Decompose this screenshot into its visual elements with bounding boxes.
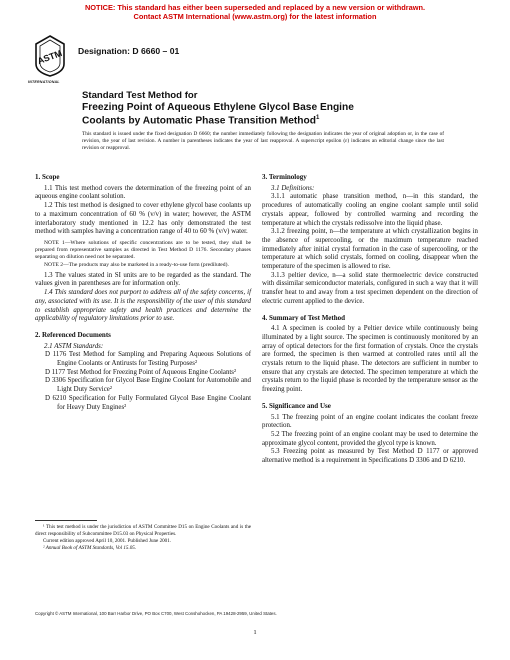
left-column: [35, 173, 251, 412]
paragraph-1-1: 1.1 This test method covers the determination of the freezing point of an aqueous engine coolant solution.: [35, 184, 251, 201]
paragraph-3-1: 3.1 Definitions:: [271, 184, 315, 192]
page-number: 1: [253, 629, 257, 636]
paragraph-2-1: 2.1 ASTM Standards:: [44, 342, 104, 350]
reference-d1176: D 1176 Test Method for Sampling and Preparing Aqueous Solutions of Engine Coolants or Antirusts for Testing Purposes²: [45, 351, 251, 368]
notice-line-1: NOTICE: This standard has either been superseded and replaced by a new version or withdrawn.: [84, 3, 426, 12]
paragraph-5-2: 5.2 The freezing point of an engine coolant may be used to determine the approximate glycol content, provided the glycol type is known.: [262, 430, 478, 447]
paragraph-5-1: 5.1 The freezing point of an engine coolant indicates the coolant freeze protection.: [262, 413, 478, 430]
right-column: [262, 173, 478, 466]
paragraph-1-2: 1.2 This test method is designed to cover ethylene glycol base coolants up to a maximum concentration of 60 % (v/v) in water; however, the ASTM interlaboratory study mentioned in 12.2 has only demonstrated the test method with samples having a concentration range of 40 to 60 % (v/v) water.: [35, 202, 251, 236]
paragraph-1-3: 1.3 The values stated in SI units are to be regarded as the standard. The values given in parentheses are for information only.: [35, 271, 251, 288]
svg-text:ASTM: ASTM: [35, 48, 64, 67]
reference-d3306: D 3306 Specification for Glycol Base Engine Coolant for Automobile and Light Duty Service²: [45, 377, 251, 394]
paragraph-4-1: 4.1 A specimen is cooled by a Peltier device while continuously being illuminated by a light source. The specimen is continuously monitored by an array of optical detectors for the first formation of crystals. Once the crystals are formed, the specimen is then warmed at controlled rates until all the crystals return to the liquid phase. The detectors are sufficient in number to ensure that any crystals are detected. The specimen temperature at which the crystals return to the liquid phase is recorded by the temperature sensor as the freezing point.: [262, 325, 478, 394]
footnote-divider: [35, 520, 97, 521]
paragraph-1-4: 1.4 This standard does not purport to address all of the safety concerns, if any, associated with its use. It is the responsibility of the user of this standard to establish appropriate safety and health practices and determine the applicability of regulatory limitations prior to use.: [35, 289, 251, 323]
note-2: NOTE 2—The products may also be marketed in a ready-to-use form (prediluted).: [44, 261, 229, 268]
logo-caption: INTERNATIONAL: [28, 80, 60, 84]
section-5-heading: 5. Significance and Use: [262, 401, 331, 410]
footnotes: [35, 520, 251, 552]
designation: Designation: D 6660 – 01: [78, 46, 180, 56]
title-line-2: Freezing Point of Aqueous Ethylene Glycol Base Engine: [82, 101, 354, 113]
title-line-3-text: Coolants by Automatic Phase Transition Method: [82, 115, 316, 127]
withdrawal-notice: [0, 3, 510, 21]
title-footnote-ref: 1: [315, 115, 320, 121]
standard-issue-note: This standard is issued under the fixed designation D 6660; the number immediately following the designation indicates the year of original adoption or, in the case of revision, the year of last revision. A number in parentheses indicates the year of last reapproval. A superscript epsilon (ε) indicates an editorial change since the last revision or reapproval.: [82, 131, 444, 152]
section-4-heading: 4. Summary of Test Method: [262, 313, 346, 322]
paragraph-3-1-3: 3.1.3 peltier device, n—a solid state thermoelectric device constructed with dissimilar semiconductor materials, configured in such a way that it will transfer heat to and away from a test specimen dependent on the direction of electric current applied to the device.: [262, 271, 478, 305]
copyright-line: Copyright © ASTM International, 100 Barr Harbor Drive, PO Box C700, West Conshohocken, PA 19428-2959, United States.: [35, 611, 277, 616]
section-3-heading: 3. Terminology: [262, 173, 307, 181]
footnote-1-edition: Current edition approved April 10, 2001. Published June 2001.: [43, 537, 172, 544]
note-1: NOTE 1—Where solutions of specific concentrations are to be tested, they shall be prepared from representative samples as directed in Test Method D 1176. Secondary phases separating on dilution need not be separated.: [35, 239, 251, 261]
astm-logo-icon: [33, 34, 67, 78]
footnote-2: ² Annual Book of ASTM Standards, Vol 15.05.: [43, 544, 137, 551]
reference-d6210: D 6210 Specification for Fully Formulated Glycol Base Engine Coolant for Heavy Duty Engines²: [45, 394, 251, 411]
section-1-heading: 1. Scope: [35, 173, 60, 181]
footnote-1: ¹ This test method is under the jurisdiction of ASTM Committee D15 on Engine Coolants and is the direct responsibility of Subcommittee D15.03 on Physical Properties.: [35, 524, 251, 537]
document-title: [82, 90, 482, 127]
paragraph-5-3: 5.3 Freezing point as measured by Test Method D 1177 or approved alternative method is a requirement in Specifications D 3306 and D 6210.: [262, 448, 478, 465]
section-2-heading: 2. Referenced Documents: [35, 330, 111, 339]
title-line-1: Standard Test Method for: [82, 90, 198, 101]
paragraph-3-1-1: 3.1.1 automatic phase transition method, n—in this standard, the procedures of automatically cooling an engine coolant sample until solid crystals appear, followed by controlled warming and recording the temperature at which the crystals redissolve into the liquid phase.: [262, 193, 478, 227]
notice-line-2: Contact ASTM International (www.astm.org) for the latest information: [133, 12, 377, 21]
title-line-3: [82, 113, 482, 127]
reference-d1177: D 1177 Test Method for Freezing Point of Aqueous Engine Coolants²: [45, 368, 237, 376]
paragraph-3-1-2: 3.1.2 freezing point, n—the temperature at which crystallization begins in the absence of supercooling, or the maximum temperature reached immediately after initial crystal formation in the case of supercooling, or the temperature at which solid crystals, formed on cooling, disappear when the temperature of the specimen is allowed to rise.: [262, 228, 478, 271]
